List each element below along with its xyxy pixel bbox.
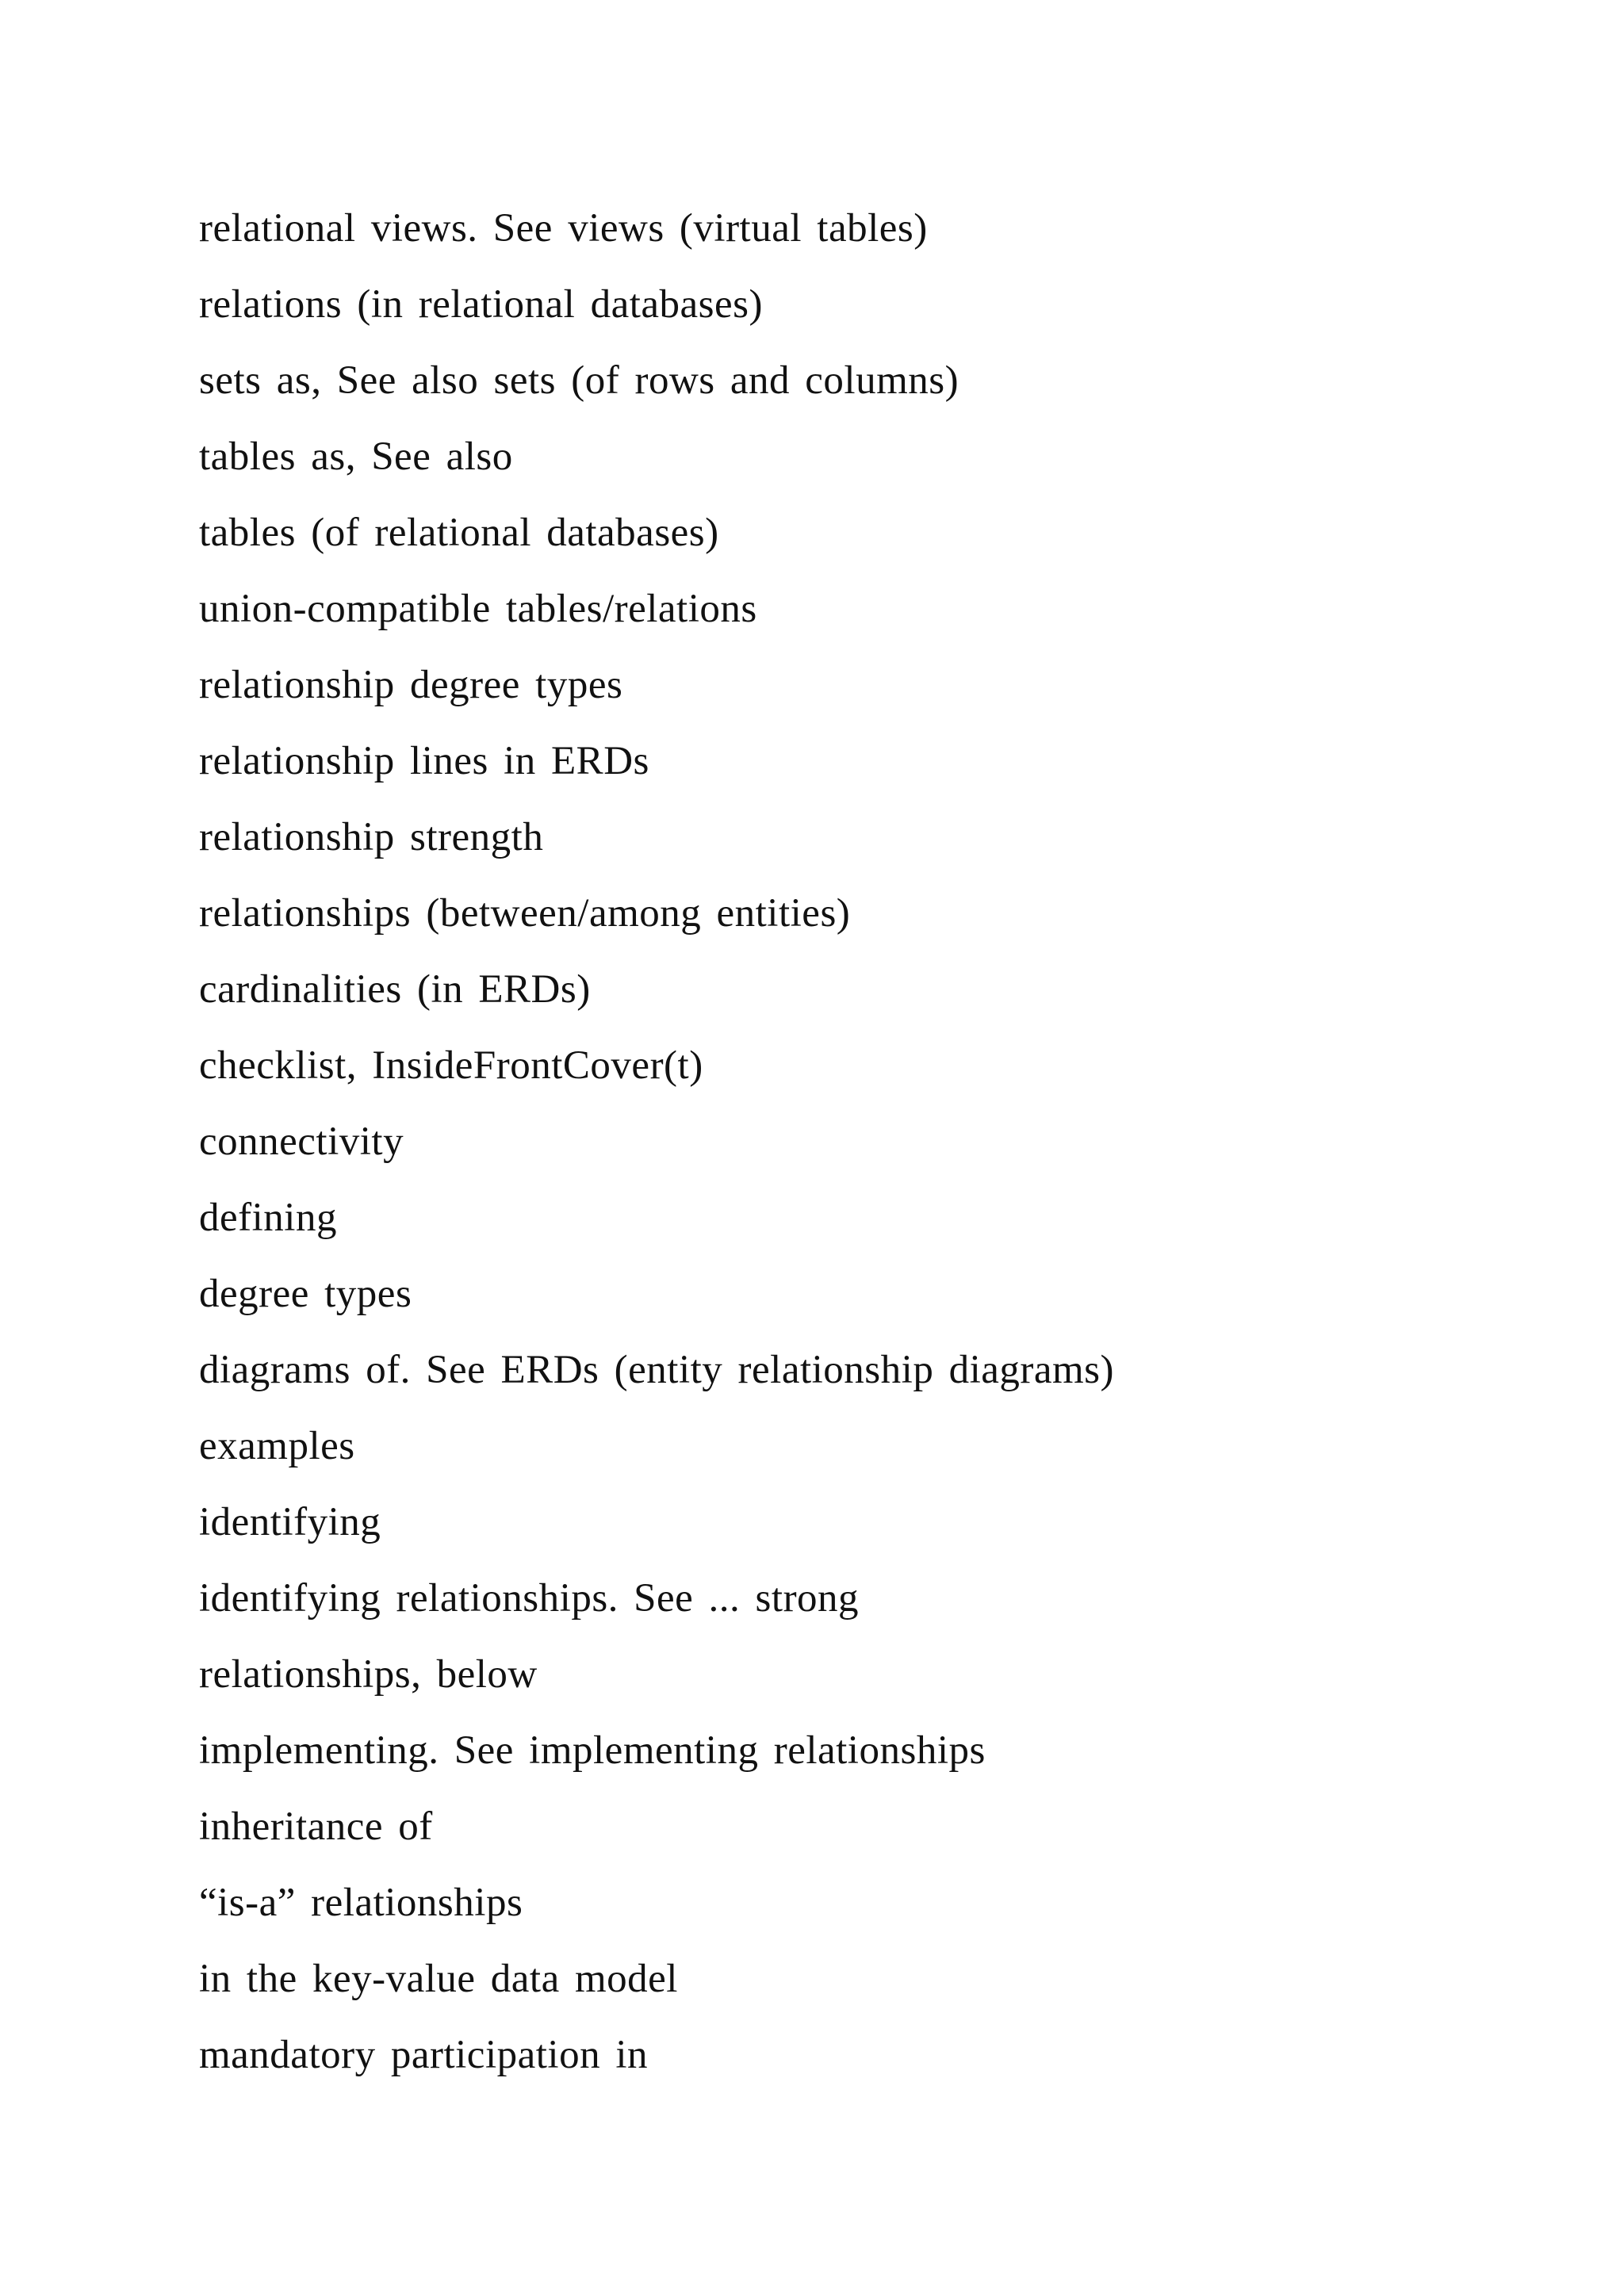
index-entry: in the key-value data model (199, 1957, 678, 2001)
index-entry: tables (of relational databases) (199, 511, 719, 555)
index-entry: union-compatible tables/relations (199, 587, 757, 631)
index-entry: identifying relationships. See ... strong (199, 1576, 860, 1621)
index-entry: relationships, below (199, 1652, 538, 1697)
index-entry: relationship lines in ERDs (199, 739, 649, 783)
index-entry: implementing. See implementing relationships (199, 1728, 986, 1773)
index-entry: checklist, InsideFrontCover(t) (199, 1043, 703, 1088)
index-entry: relational views. See views (virtual tables) (199, 206, 928, 251)
index-entry: relationship strength (199, 815, 544, 859)
index-entry: degree types (199, 1272, 412, 1316)
index-entry: diagrams of. See ERDs (entity relationship diagrams) (199, 1348, 1114, 1392)
index-entry: relationships (between/among entities) (199, 891, 851, 936)
index-entry: cardinalities (in ERDs) (199, 967, 591, 1012)
index-entry: connectivity (199, 1119, 404, 1164)
index-entry: identifying (199, 1500, 381, 1544)
index-entry: mandatory participation in (199, 2033, 649, 2077)
index-entry: “is-a” relationships (199, 1881, 523, 1925)
index-entry: sets as, See also sets (of rows and columns) (199, 358, 959, 403)
index-entry: inheritance of (199, 1804, 433, 1849)
index-entry: examples (199, 1424, 355, 1468)
index-entry: relations (in relational databases) (199, 282, 763, 327)
index-list (199, 190, 1547, 2093)
index-entry: tables as, See also (199, 434, 513, 479)
index-entry: relationship degree types (199, 663, 623, 707)
index-entry: defining (199, 1196, 337, 1240)
